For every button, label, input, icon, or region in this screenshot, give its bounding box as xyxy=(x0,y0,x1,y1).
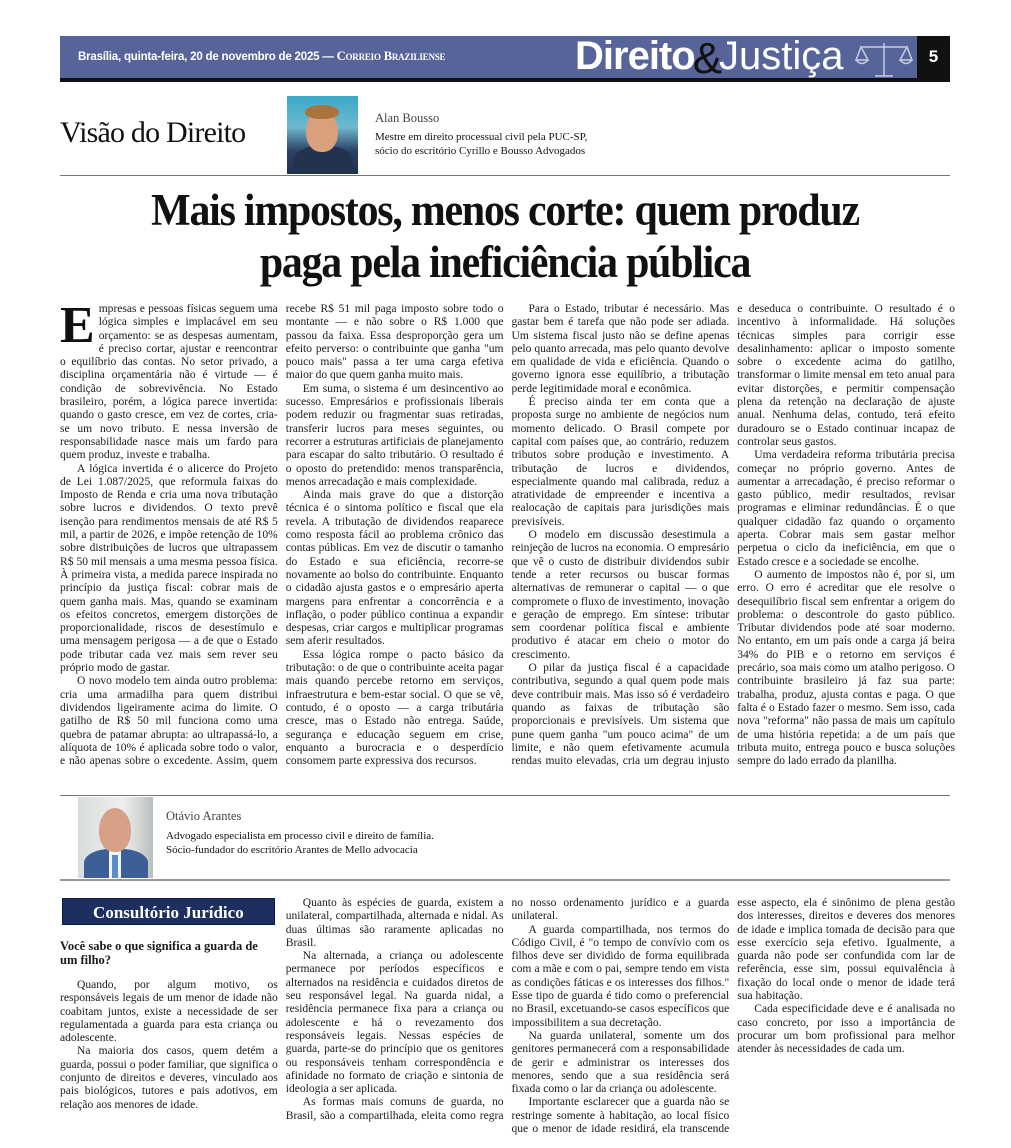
author-name: Alan Bousso xyxy=(375,111,440,125)
article-paragraph: A guarda compartilhada, nos termos do Código Civil, é "o tempo de convívio com os filhos deve ser dividido de forma equilibrada com a mãe e com o pai, sempre tendo em vista as condições fáticas e os interesses dos filhos." Esse tipo de guarda é tido como o preferencial no Brasil, excetuando-se casos específicos que impossibilitem a sua decretação. xyxy=(511,923,730,1029)
author-photo xyxy=(287,96,358,174)
column-title-box: Consultório Jurídico xyxy=(62,898,275,925)
article-body xyxy=(60,297,955,773)
article-paragraph: O modelo em discussão desestimula a reinjeção de lucros na economia. O empresário que vê o custo de distribuir dividendos subir tende a reter recursos ou buscar formas alternativas de remunerar o capital — o que compromete o fluxo de investimento, inovação e geração de emprego. Em síntese: tributar sem coordenar política fiscal e ambiente produtivo é atacar em cheio o motor do crescimento. xyxy=(511,529,730,661)
article-paragraph: Essa lógica rompe o pacto básico da tributação: o de que o contribuinte aceita pagar mais quando percebe retorno em serviços, infraestrutura e bem-estar social. O que se vê, contudo, é o oposto — a carga tributária cresce, mas o Estado não entrega. Saúde, segurança e educação seguem em crise, enquanto a burocracia e o desperdício consomem parte expressiva dos recursos. xyxy=(285,648,504,768)
article-paragraph: A lógica invertida é o alicerce do Projeto de Lei 1.087/2025, que reformula faixas do Imposto de Renda e cria uma nova tributação sobre lucros e dividendos. O texto prevê isenção para rendimentos mensais de até R$ 5 mil, a partir de 2026, e impõe retenção de 10% sobre distribuições de lucros que ultrapassem R$ 50 mil mensais a uma mesma pessoa física. À primeira vista, a medida parece inspirada no princípio da justiça fiscal: cobrar mais de quem ganha mais. Mas, quando se examinam os efeitos concretos, emergem distorções de proporcionalidade, riscos de desestímulo e uma mensagem perigosa — a de que o Estado pode tributar cada vez mais sem rever seu próprio modo de gastar. xyxy=(60,462,278,675)
section-title: Visão do Direito xyxy=(60,116,246,149)
column-question: Você sabe o que significa a guarda de um filho? xyxy=(60,939,258,967)
article-paragraph: Uma verdadeira reforma tributária precisa começar no próprio governo. Antes de aumentar a arrecadação, é preciso reformar o gasto público, medir resultados, revisar programas e eliminar redundâncias. É o que qualquer cidadão faz quando o orçamento aperta. Cobrar mais sem gastar melhor perpetua o ciclo da ineficiência, em que o Estado cresce e a sociedade se encolhe. xyxy=(737,449,955,568)
consultorio-body xyxy=(60,897,955,1137)
scales-of-justice-icon xyxy=(855,40,913,78)
author-bio-line: Sócio-fundador do escritório Arantes de Mello advocacia xyxy=(166,844,418,856)
author-bio xyxy=(166,829,434,857)
newspaper-name: Correio Braziliense xyxy=(336,49,446,63)
logo-direito: Direito xyxy=(575,34,695,78)
headline-line: Mais impostos, menos corte: quem produz xyxy=(151,185,859,235)
divider xyxy=(60,879,950,881)
author-name: Otávio Arantes xyxy=(166,809,242,823)
article-paragraph: Importante esclarecer que a guarda não se restringe somente à habitação, ao local físico que o menor de idade residirá, ela transcende esse aspecto, ela é sinônimo de plena gestão dos interesses, direitos e deveres dos menores de idade e implica tomada de decisão para que esse exercício seja efetivo. Igualmente, a guarda não pode ser confundida com lar de referência, esse sim, possui equivalência à fixação do local onde o menor de idade terá sua habitação. xyxy=(511,897,955,1136)
article-paragraph: O pilar da justiça fiscal é a capacidade contributiva, segundo a qual quem pode mais deve contribuir mais. Mas isso só é verdadeiro quando as faixas de tributação são proporcionais e previsíveis. Um sistema que pune quem ganha "um pouco acima" de um limite, e não quem efetivamente acumula rendas muito elevadas, cria um degrau injusto e deseduca o contribuinte. O resultado é o incentivo à informalidade. Há soluções técnicas simples para corrigir esse desalinhamento: aplicar o imposto somente sobre o excedente acima do gatilho, transformar o limite mensal em teto anual para evitar distorções, e permitir compensação plena da retenção na declaração de ajuste anual. Nenhuma delas, contudo, terá efeito duradouro se o Estado continuar incapaz de controlar seus gastos. xyxy=(511,303,955,768)
article-paragraph: É preciso ainda ter em conta que a proposta surge no ambiente de negócios num momento delicado. O Brasil compete por capital com países que, ao contrário, reduzem tributos sobre produção e investimento. A tributação de lucros e dividendos, especialmente quando mal calibrada, reduz a atratividade de empreender e incentiva a realocação de capitais para jurisdições mais previsíveis. xyxy=(511,396,730,528)
article-paragraph: O novo modelo tem ainda outro problema: cria uma armadilha para quem distribui dividendos ligeiramente acima do limite. O gatilho de R$ 50 mil funciona como uma quebra de patamar abrupta: ao ultrapassá-lo, a alíquota de 10% é aplicada sobre todo o valor, e não apenas sobre o excedente. Assim, quem recebe R$ 51 mil paga imposto sobre todo o montante — e não sobre o R$ 1.000 que passou da faixa. Essa desproporção gera um efeito perverso: o contribuinte que ganha "um pouco mais" passa a ter uma carga efetiva maior do que quem ganha muito mais. xyxy=(60,303,504,768)
article-paragraph: Quando, por algum motivo, os responsáveis legais de um menor de idade não coabitam juntos, existe a necessidade de ser regulamentada a guarda para esta criança ou adolescente. xyxy=(60,979,278,1045)
drop-cap: E xyxy=(60,297,95,354)
date-text: Brasília, quinta-feira, 20 de novembro de 2025 — xyxy=(78,51,334,63)
section-logo xyxy=(575,34,844,83)
article-headline xyxy=(91,184,919,288)
page-number: 5 xyxy=(917,36,950,78)
article-paragraph: Na maioria dos casos, quem detém a guarda, possui o poder familiar, que significa o conjunto de direitos e deveres, vinculado aos pais biológicos, tutores e pais adotivos, em relação aos menores de idade. xyxy=(60,1045,278,1111)
author-bio-line: sócio do escritório Cyrillo e Bousso Advogados xyxy=(375,145,586,157)
author-bio-line: Advogado especialista em processo civil e direito de família. xyxy=(166,830,434,842)
article-paragraph: O aumento de impostos não é, por si, um erro. O erro é acreditar que ele resolve o desequilíbrio fiscal sem enfrentar a origem do problema: o descontrole do gasto público. Tributar dividendos pode até soar moderno. No entanto, em um país onde a carga já beira 34% do PIB e o retorno em serviços é precário, soa mais como um atalho perigoso. O contribuinte brasileiro já faz sua parte: trabalha, produz, ajusta contas e paga. O que falta é o Estado fazer o mesmo. Sem isso, cada nova "reforma" não passa de mais um capítulo de uma história repetida: a de um país que tributa muito, entrega pouco e busca soluções sempre do lado errado da planilha. xyxy=(737,568,955,768)
logo-ampersand: & xyxy=(692,34,723,83)
article-paragraph: Cada especificidade deve e é analisada no caso concreto, por isso a importância de procurar um bom profissional para melhor atender às necessidades de cada um. xyxy=(737,1003,955,1056)
article-paragraph: Empresas e pessoas físicas seguem uma lógica simples e implacável em seu orçamento: se as despesas aumentam, é preciso cortar, ajustar e reencontrar o equilíbrio das contas. No setor privado, a disciplina orçamentária não é virtude — é condição de sobrevivência. No Estado brasileiro, porém, a lógica parece invertida: quando o gasto cresce, em vez de cortes, cria-se um novo tributo. E nessa inversão de responsabilidade nasce mais um fardo para quem produz, investe e trabalha. xyxy=(60,297,278,462)
divider xyxy=(60,795,950,796)
article-paragraph: As formas mais comuns de guarda, no Brasil, são a compartilhada, eleita como regra no nosso ordenamento jurídico e a guarda unilateral. xyxy=(285,897,730,1122)
page-header-band xyxy=(60,36,950,82)
author-bio-line: Mestre em direito processual civil pela PUC-SP, xyxy=(375,131,588,143)
article-paragraph: Para o Estado, tributar é necessário. Mas gastar bem é tarefa que não pode ser adiada. Um sistema fiscal justo não se define apenas pelo quanto arrecada, mas pelo quanto devolve em qualidade de vida e eficiência. Quando o governo ignora esse equilíbrio, a tributação perde legitimidade moral e econômica. xyxy=(511,303,730,395)
article-paragraph: Em suma, o sistema é um desincentivo ao sucesso. Empresários e profissionais liberais podem reduzir ou fragmentar suas retiradas, transferir lucros para meses seguintes, ou recorrer a estruturas artificiais de planejamento para escapar do salto tributário. O resultado é o oposto do pretendido: menos transparência, menos arrecadação e mais complexidade. xyxy=(285,382,504,488)
article-paragraph: Na guarda unilateral, somente um dos genitores permanecerá com a responsabilidade de gerir e administrar os interesses dos menores, sendo que a sua residência será fixada como o lar da criança ou adolescente. xyxy=(511,1029,730,1096)
logo-justica: Justiça xyxy=(719,34,844,78)
article-paragraph: Na alternada, a criança ou adolescente permanece por períodos específicos e alternados na residência e cuidados diretos de seu responsável legal. Na guarda nidal, a residência permanece fixa para a criança ou adolescente e há o revezamento dos responsáveis legais. Nessas espécies de guarda, parte-se do princípio que os genitores ou responsáveis tenham correspondência e afinidade no formato de criação e sintonia de ideologia a ser aplicada. xyxy=(285,950,504,1096)
article-paragraph: Quanto às espécies de guarda, existem a unilateral, compartilhada, alternada e nidal. As duas últimas são raramente aplicadas no Brasil. xyxy=(285,897,504,949)
dateline xyxy=(78,49,445,64)
author-bio xyxy=(375,130,587,158)
divider xyxy=(60,175,950,176)
article-paragraph: Ainda mais grave do que a distorção técnica é o sintoma político e fiscal que ela revela. A tributação de dividendos reaparece como resposta fácil ao problema crônico das contas públicas. Em vez de discutir o tamanho do Estado e sua eficiência, recorre-se novamente ao bolso do contribuinte. Enquanto o cidadão ajusta gastos e o empresário aperta margens para enfrentar a concorrência e a inflação, o poder público continua a expandir despesas, criar cargos e multiplicar programas sem aferir resultados. xyxy=(285,489,504,648)
author-photo xyxy=(78,797,153,878)
headline-line: paga pela ineficiência pública xyxy=(259,237,751,287)
